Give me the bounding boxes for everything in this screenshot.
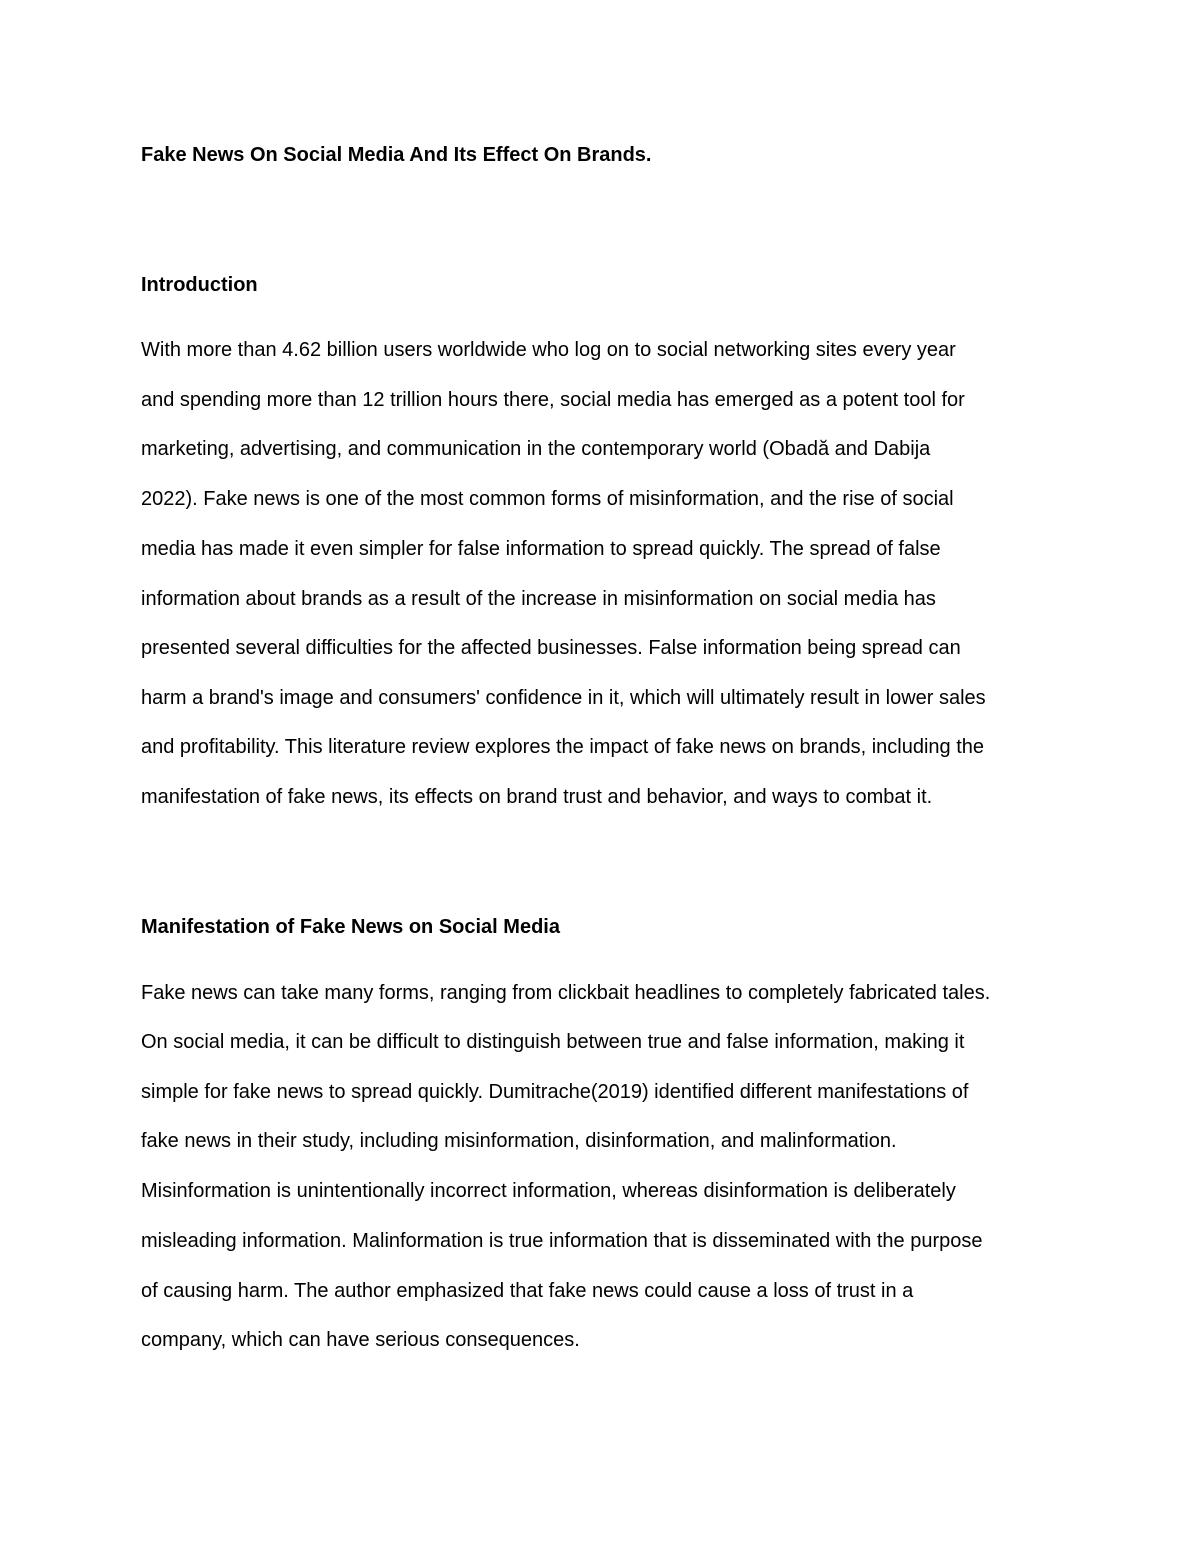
body-line: and profitability. This literature review explores the impact of fake news on brands, including the	[141, 736, 985, 758]
body-line: marketing, advertising, and communication in the contemporary world (Obadă and Dabija	[141, 438, 931, 460]
section-heading-introduction: Introduction	[141, 274, 258, 296]
body-line: misleading information. Malinformation is true information that is disseminated with the purpose	[141, 1230, 983, 1252]
body-line: harm a brand's image and consumers' confidence in it, which will ultimately result in lower sales	[141, 687, 986, 709]
document-title: Fake News On Social Media And Its Effect On Brands.	[141, 144, 652, 166]
body-line: simple for fake news to spread quickly. Dumitrache(2019) identified different manifestations of	[141, 1081, 969, 1103]
body-line: of causing harm. The author emphasized that fake news could cause a loss of trust in a	[141, 1280, 914, 1302]
body-line: On social media, it can be difficult to distinguish between true and false information, making it	[141, 1031, 965, 1053]
body-line: Misinformation is unintentionally incorrect information, whereas disinformation is deliberately	[141, 1180, 956, 1202]
body-line: manifestation of fake news, its effects on brand trust and behavior, and ways to combat it.	[141, 786, 933, 808]
body-line: media has made it even simpler for false information to spread quickly. The spread of false	[141, 538, 941, 560]
body-line: fake news in their study, including misinformation, disinformation, and malinformation.	[141, 1130, 897, 1152]
body-line: information about brands as a result of the increase in misinformation on social media has	[141, 588, 936, 610]
body-line: presented several difficulties for the affected businesses. False information being spread can	[141, 637, 961, 659]
body-line: Fake news can take many forms, ranging from clickbait headlines to completely fabricated tales.	[141, 982, 991, 1004]
body-line: With more than 4.62 billion users worldwide who log on to social networking sites every year	[141, 339, 956, 361]
body-line: company, which can have serious consequences.	[141, 1329, 580, 1351]
section-heading-manifestation: Manifestation of Fake News on Social Media	[141, 916, 560, 938]
body-line: 2022). Fake news is one of the most common forms of misinformation, and the rise of social	[141, 488, 954, 510]
body-line: and spending more than 12 trillion hours there, social media has emerged as a potent tool for	[141, 389, 965, 411]
